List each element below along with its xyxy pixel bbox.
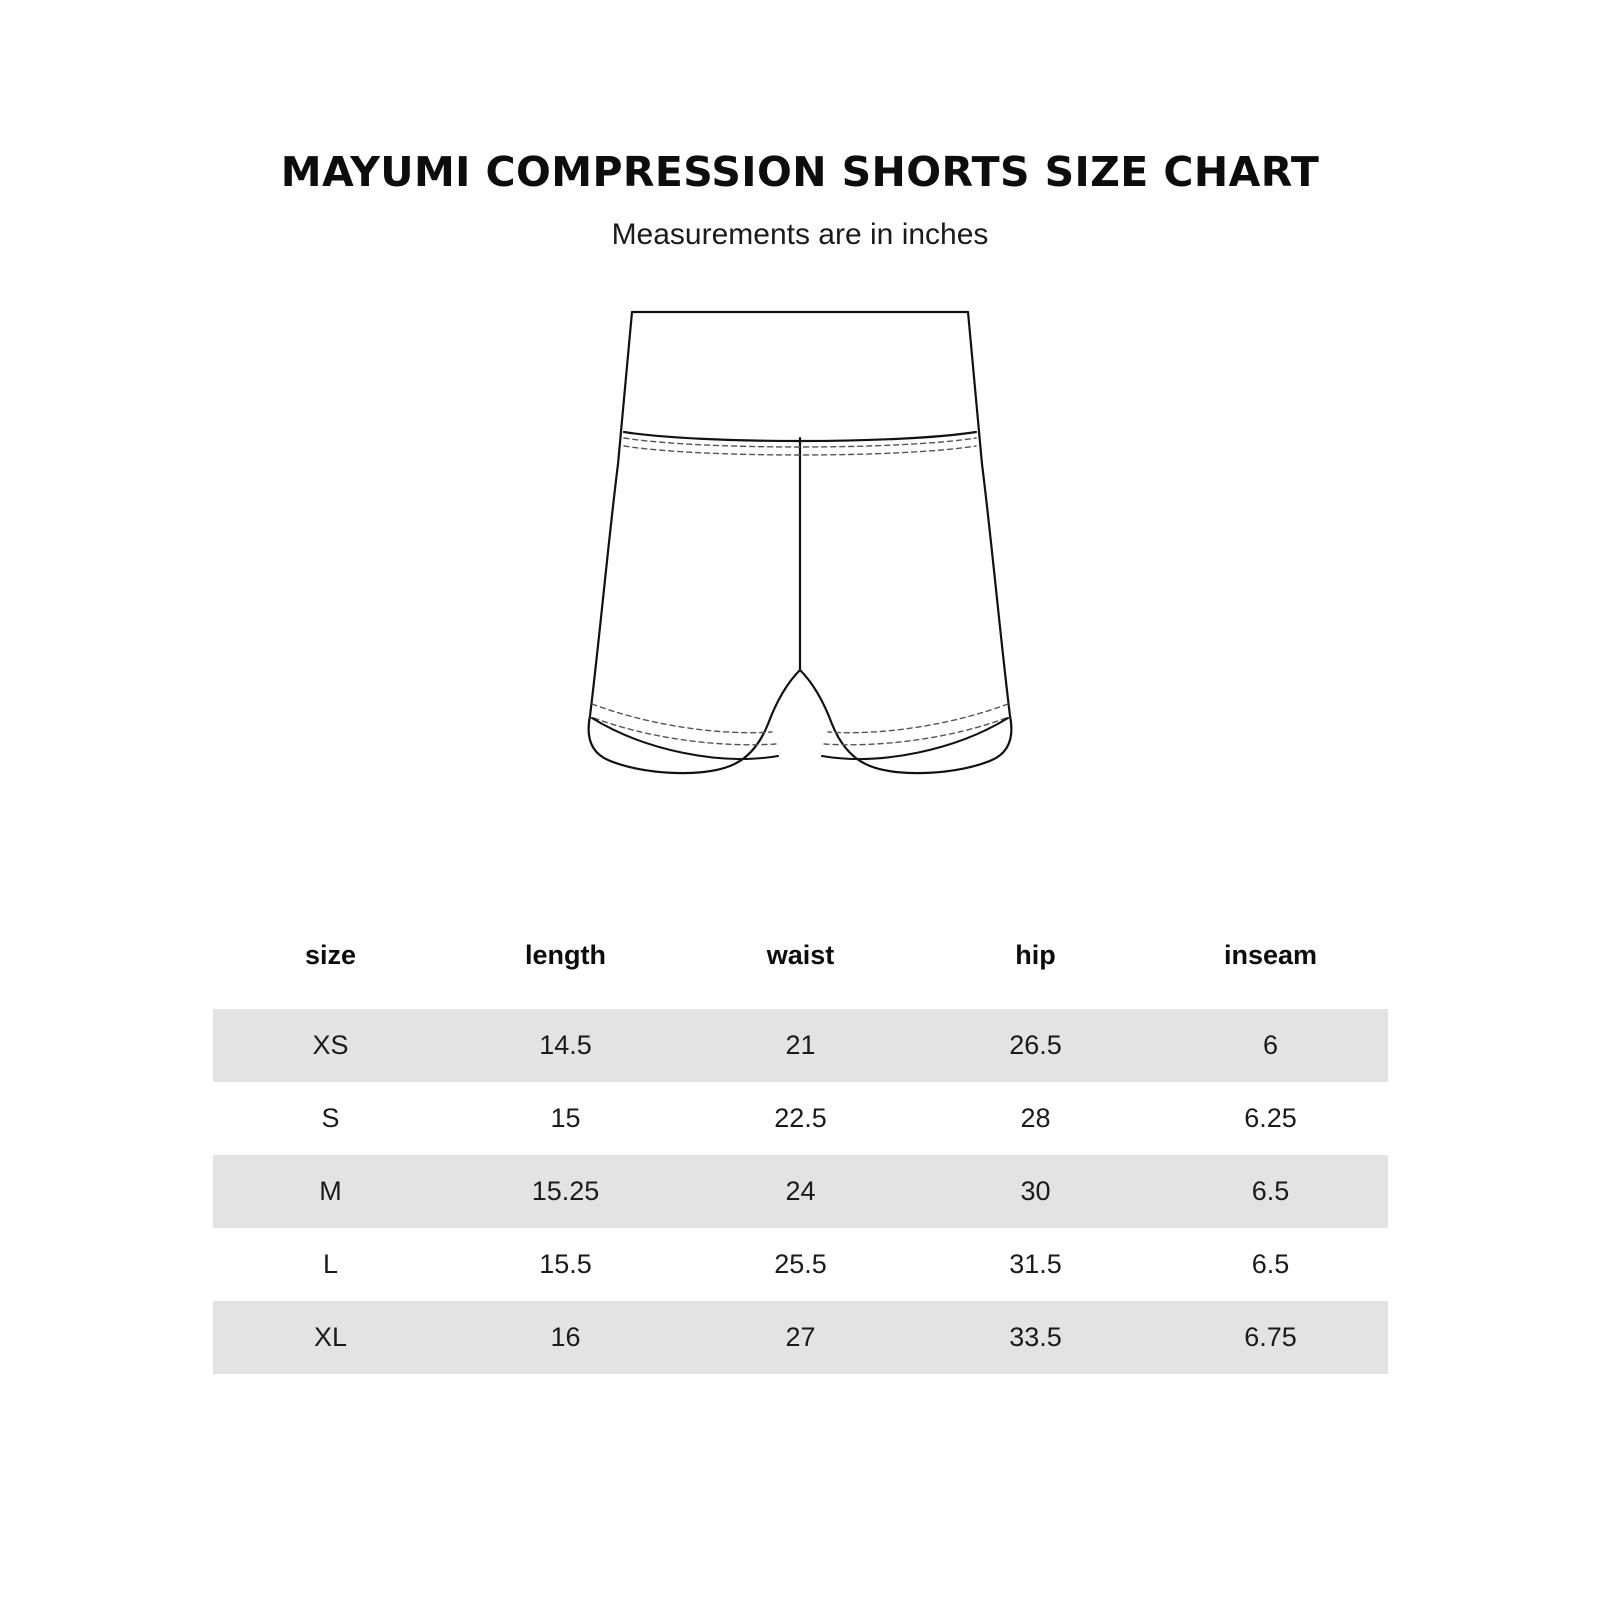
cell-size: S <box>213 1082 448 1155</box>
page-header <box>0 0 1600 252</box>
table-row <box>213 1155 1388 1228</box>
page-title: MAYUMI COMPRESSION SHORTS SIZE CHART <box>280 148 1320 196</box>
cell-length: 15.5 <box>448 1228 683 1301</box>
cell-size: M <box>213 1155 448 1228</box>
measurements-table-container <box>213 920 1388 1374</box>
cell-hip: 31.5 <box>918 1228 1153 1301</box>
table-header-row <box>213 920 1388 1009</box>
cell-length: 15.25 <box>448 1155 683 1228</box>
cell-size: XL <box>213 1301 448 1374</box>
table-body <box>213 1009 1388 1374</box>
cell-hip: 26.5 <box>918 1009 1153 1082</box>
cell-length: 14.5 <box>448 1009 683 1082</box>
shorts-illustration-container <box>0 304 1600 804</box>
cell-inseam: 6.75 <box>1153 1301 1388 1374</box>
table-head <box>213 920 1388 1009</box>
cell-hip: 28 <box>918 1082 1153 1155</box>
table-row <box>213 1228 1388 1301</box>
cell-hip: 30 <box>918 1155 1153 1228</box>
cell-inseam: 6 <box>1153 1009 1388 1082</box>
cell-inseam: 6.5 <box>1153 1155 1388 1228</box>
cell-waist: 27 <box>683 1301 918 1374</box>
cell-size: L <box>213 1228 448 1301</box>
page-subtitle: Measurements are in inches <box>611 218 989 251</box>
table-row <box>213 1082 1388 1155</box>
column-header-inseam: inseam <box>1223 940 1318 970</box>
column-header-waist: waist <box>766 940 835 970</box>
cell-length: 16 <box>448 1301 683 1374</box>
cell-length: 15 <box>448 1082 683 1155</box>
cell-waist: 25.5 <box>683 1228 918 1301</box>
table-row <box>213 1301 1388 1374</box>
cell-inseam: 6.5 <box>1153 1228 1388 1301</box>
cell-waist: 24 <box>683 1155 918 1228</box>
cell-inseam: 6.25 <box>1153 1082 1388 1155</box>
column-header-hip: hip <box>1015 940 1056 970</box>
compression-shorts-illustration <box>540 304 1060 804</box>
cell-waist: 21 <box>683 1009 918 1082</box>
cell-size: XS <box>213 1009 448 1082</box>
table-row <box>213 1009 1388 1082</box>
measurements-table <box>213 920 1388 1374</box>
column-header-length: length <box>525 940 606 970</box>
cell-hip: 33.5 <box>918 1301 1153 1374</box>
column-header-size: size <box>304 940 357 970</box>
cell-waist: 22.5 <box>683 1082 918 1155</box>
